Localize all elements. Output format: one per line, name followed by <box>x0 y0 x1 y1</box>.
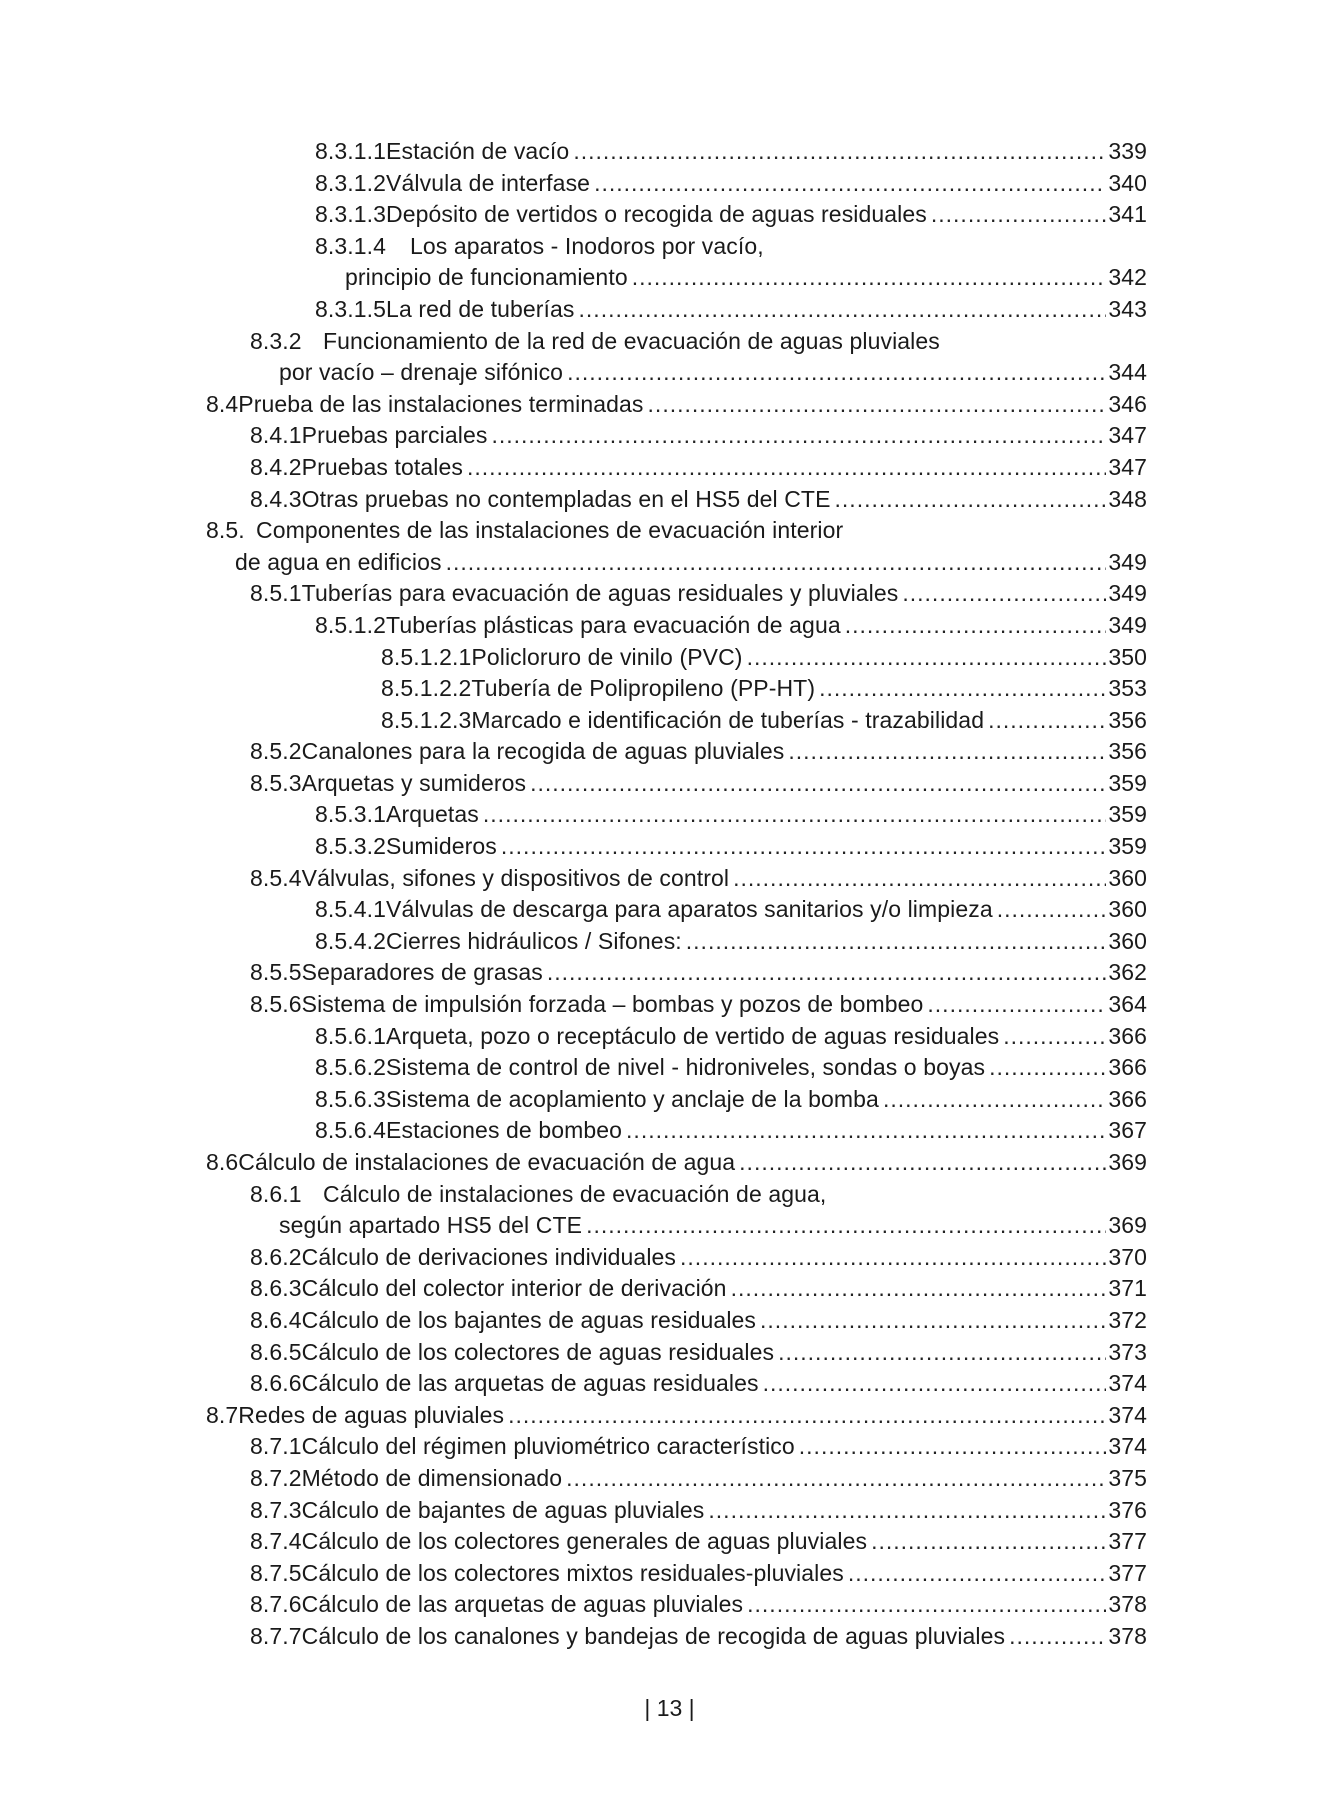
dot-leader <box>501 831 1106 863</box>
toc-entry-title: Cálculo de los colectores mixtos residuales-pluviales <box>301 1559 844 1586</box>
toc-entry[interactable] <box>0 1147 1339 1179</box>
toc-entry-title: Válvulas de descarga para aparatos sanitarios y/o limpieza <box>386 896 993 923</box>
toc-entry[interactable] <box>0 1495 1339 1527</box>
toc-entry-page: 343 <box>1108 295 1147 322</box>
toc-entry[interactable] <box>0 642 1339 674</box>
toc-entry-page: 353 <box>1108 675 1147 702</box>
toc-entry-page: 360 <box>1108 864 1147 891</box>
toc-entry-page: 366 <box>1108 1022 1147 1049</box>
toc-entry-number: 8.4 <box>206 390 239 417</box>
toc-entry[interactable] <box>0 1179 1339 1211</box>
toc-entry-page: 366 <box>1108 1054 1147 1081</box>
toc-entry[interactable] <box>0 1115 1339 1147</box>
toc-entry-page: 366 <box>1108 1085 1147 1112</box>
toc-entry-page: 356 <box>1108 706 1147 733</box>
toc-entry-title: Redes de aguas pluviales <box>238 1401 505 1428</box>
toc-entry-number: 8.6.3 <box>250 1275 302 1302</box>
dot-leader <box>648 389 1107 421</box>
toc-entry[interactable] <box>0 1084 1339 1116</box>
toc-entry-title: Cierres hidráulicos / Sifones: <box>386 927 682 954</box>
toc-entry-number: 8.5.6.4 <box>315 1117 387 1144</box>
toc-entry[interactable] <box>0 547 1339 579</box>
toc-entry-title: Cálculo de instalaciones de evacuación de agua, <box>323 1180 827 1207</box>
toc-entry-number: 8.5.2 <box>250 738 302 765</box>
toc-entry-title: Cálculo del colector interior de derivación <box>301 1275 727 1302</box>
toc-entry[interactable] <box>0 736 1339 768</box>
page-number: | 13 | <box>644 1695 695 1721</box>
toc-entry-page: 377 <box>1108 1559 1147 1586</box>
toc-entry-title: según apartado HS5 del CTE <box>279 1212 583 1239</box>
toc-entry-number: 8.7.3 <box>250 1496 302 1523</box>
toc-entry-page: 349 <box>1108 611 1147 638</box>
dot-leader <box>508 1400 1106 1432</box>
toc-entry[interactable] <box>0 1337 1339 1369</box>
toc-entry[interactable] <box>0 578 1339 610</box>
toc-entry[interactable] <box>0 231 1339 263</box>
toc-entry[interactable] <box>0 610 1339 642</box>
toc-entry-number: 8.5.4.2 <box>315 927 387 954</box>
toc-entry-number: 8.5.6.1 <box>315 1022 387 1049</box>
toc-entry-number: 8.5.6.2 <box>315 1054 387 1081</box>
toc-entry-title: La red de tuberías <box>386 295 575 322</box>
toc-entry-title: Los aparatos - Inodoros por vacío, <box>410 232 764 259</box>
toc-entry-title: de agua en edificios <box>235 548 442 575</box>
dot-leader <box>902 578 1106 610</box>
toc-entry-title: Cálculo de las arquetas de aguas pluviales <box>301 1591 744 1618</box>
toc-entry-page: 349 <box>1108 548 1147 575</box>
toc-entry-page: 344 <box>1108 359 1147 386</box>
toc-entry-page: 347 <box>1108 453 1147 480</box>
toc-entry-number: 8.7.2 <box>250 1464 302 1491</box>
toc-entry-title: Canalones para la recogida de aguas pluviales <box>301 738 785 765</box>
toc-entry[interactable] <box>0 1589 1339 1621</box>
toc-entry[interactable] <box>0 136 1339 168</box>
toc-entry-page: 374 <box>1108 1433 1147 1460</box>
dot-leader <box>530 768 1106 800</box>
toc-entry[interactable] <box>0 957 1339 989</box>
toc-entry-number: 8.5.4.1 <box>315 896 387 923</box>
toc-entry-title: Estación de vacío <box>386 138 570 164</box>
toc-entry[interactable] <box>0 168 1339 200</box>
toc-entry[interactable] <box>0 894 1339 926</box>
dot-leader <box>680 1242 1106 1274</box>
toc-entry-title: por vacío – drenaje sifónico <box>279 359 564 386</box>
toc-entry[interactable] <box>0 1368 1339 1400</box>
dot-leader <box>927 989 1106 1021</box>
toc-entry-number: 8.3.1.4 <box>315 232 387 259</box>
toc-entry[interactable] <box>0 515 1339 547</box>
dot-leader <box>848 1558 1106 1590</box>
toc-entry-number: 8.7.7 <box>250 1622 302 1649</box>
toc-entry-page: 374 <box>1108 1401 1147 1428</box>
toc-entry-number: 8.3.1.3 <box>315 201 387 228</box>
toc-entry-page: 348 <box>1108 485 1147 512</box>
dot-leader <box>491 420 1106 452</box>
toc-entry[interactable] <box>0 831 1339 863</box>
dot-leader <box>579 294 1107 326</box>
toc-entry[interactable] <box>0 484 1339 516</box>
toc-entry-page: 370 <box>1108 1243 1147 1270</box>
toc-entry-title: Pruebas totales <box>301 453 463 480</box>
toc-entry-number: 8.6.6 <box>250 1370 302 1397</box>
toc-entry-number: 8.5.6.3 <box>315 1085 387 1112</box>
toc-entry[interactable] <box>0 1210 1339 1242</box>
dot-leader <box>747 642 1107 674</box>
toc-entry-number: 8.3.2 <box>250 327 302 354</box>
toc-entry-number: 8.6.1 <box>250 1180 302 1207</box>
toc-entry[interactable] <box>0 1305 1339 1337</box>
toc-entry[interactable] <box>0 294 1339 326</box>
toc-entry-number: 8.7 <box>206 1401 239 1428</box>
toc-entry-page: 377 <box>1108 1528 1147 1555</box>
toc-entry[interactable] <box>0 1273 1339 1305</box>
toc-entry[interactable] <box>0 1431 1339 1463</box>
dot-leader <box>626 1115 1106 1147</box>
dot-leader <box>988 705 1106 737</box>
toc-entry[interactable] <box>0 389 1339 421</box>
toc-entry[interactable] <box>0 1463 1339 1495</box>
toc-entry-page: 359 <box>1108 769 1147 796</box>
toc-entry[interactable] <box>0 1052 1339 1084</box>
toc-entry-page: 362 <box>1108 959 1147 986</box>
toc-entry-number: 8.3.1.2 <box>315 169 387 196</box>
toc-entry[interactable] <box>0 357 1339 389</box>
toc-entry-page: 373 <box>1108 1338 1147 1365</box>
toc-entry-title: Cálculo de los colectores generales de aguas pluviales <box>301 1528 868 1555</box>
toc-entry[interactable] <box>0 199 1339 231</box>
toc-entry[interactable] <box>0 1526 1339 1558</box>
dot-leader <box>997 894 1107 926</box>
toc-entry-number: 8.6.5 <box>250 1338 302 1365</box>
dot-leader <box>483 799 1106 831</box>
toc-entry-number: 8.6 <box>206 1149 239 1175</box>
toc-entry-title: Cálculo de las arquetas de aguas residuales <box>301 1370 759 1397</box>
toc-entry-number: 8.5.1.2.2 <box>381 675 472 702</box>
dot-leader <box>686 926 1107 958</box>
toc-entry-page: 339 <box>1108 138 1147 164</box>
toc-entry-page: 369 <box>1108 1149 1147 1175</box>
toc-entry-number: 8.5.3.1 <box>315 801 387 828</box>
dot-leader <box>989 1052 1106 1084</box>
toc-entry[interactable] <box>0 1021 1339 1053</box>
toc-entry-title: Depósito de vertidos o recogida de aguas residuales <box>386 201 927 228</box>
toc-entry-number: 8.5.1.2.1 <box>381 643 472 670</box>
toc-entry-title: Policloruro de vinilo (PVC) <box>471 643 743 670</box>
toc-entry-title: Válvula de interfase <box>386 169 591 196</box>
toc-entry-title: Componentes de las instalaciones de evacuación interior <box>256 517 844 544</box>
dot-leader <box>799 1431 1107 1463</box>
toc-entry-number: 8.3.1.1 <box>315 138 387 164</box>
dot-leader <box>819 673 1106 705</box>
toc-entry-title: Cálculo de derivaciones individuales <box>301 1243 677 1270</box>
dot-leader <box>845 610 1107 642</box>
toc-entry-title: Tubería de Polipropileno (PP-HT) <box>471 675 816 702</box>
toc-entry-page: 372 <box>1108 1306 1147 1333</box>
dot-leader <box>566 1463 1106 1495</box>
toc-entry-number: 8.6.4 <box>250 1306 302 1333</box>
toc-entry-number: 8.7.4 <box>250 1528 302 1555</box>
toc-entry-title: Funcionamiento de la red de evacuación de aguas pluviales <box>323 327 940 354</box>
toc-entry-title: Cálculo del régimen pluviométrico característico <box>301 1433 795 1460</box>
toc-entry-page: 369 <box>1108 1212 1147 1239</box>
toc-entry-number: 8.3.1.5 <box>315 295 387 322</box>
toc-entry-title: Sistema de acoplamiento y anclaje de la bomba <box>386 1085 879 1112</box>
toc-entry[interactable] <box>0 799 1339 831</box>
toc-entry-page: 356 <box>1108 738 1147 765</box>
toc-entry-title: Otras pruebas no contempladas en el HS5 del CTE <box>301 485 831 512</box>
toc-entry-number: 8.4.2 <box>250 453 302 480</box>
dot-leader <box>594 168 1106 200</box>
toc-entry-page: 341 <box>1108 201 1147 228</box>
toc-entry-page: 360 <box>1108 927 1147 954</box>
toc-entry-title: Tuberías para evacuación de aguas residuales y pluviales <box>301 580 899 607</box>
toc-entry[interactable] <box>0 768 1339 800</box>
toc-entry-number: 8.5.1.2 <box>315 611 387 638</box>
toc-entry-page: 378 <box>1108 1591 1147 1618</box>
toc-entry-title: Sumideros <box>386 833 497 860</box>
dot-leader <box>788 736 1106 768</box>
dot-leader <box>760 1305 1106 1337</box>
toc-entry-page: 359 <box>1108 801 1147 828</box>
toc-entry-number: 8.5.3 <box>250 769 302 796</box>
toc-entry[interactable] <box>0 705 1339 737</box>
toc-entry-number: 8.4.1 <box>250 422 302 449</box>
toc-entry-number: 8.5.3.2 <box>315 833 387 860</box>
dot-leader <box>632 262 1107 294</box>
toc-entry-title: Sistema de impulsión forzada – bombas y pozos de bombeo <box>301 991 924 1018</box>
toc-entry-title: Marcado e identificación de tuberías - trazabilidad <box>471 706 985 733</box>
toc-entry-page: 375 <box>1108 1464 1147 1491</box>
toc-entry-title: Cálculo de los colectores de aguas residuales <box>301 1338 775 1365</box>
toc-entry-title: Método de dimensionado <box>301 1464 563 1491</box>
dot-leader <box>778 1337 1106 1369</box>
toc-entry-number: 8.5. <box>206 517 245 544</box>
dot-leader <box>731 1273 1107 1305</box>
toc-entry-number: 8.7.1 <box>250 1433 302 1460</box>
toc-entry-page: 360 <box>1108 896 1147 923</box>
toc-entry-page: 347 <box>1108 422 1147 449</box>
dot-leader <box>739 1147 1106 1179</box>
toc-entry-title: Arqueta, pozo o receptáculo de vertido de aguas residuales <box>386 1022 1000 1049</box>
dot-leader <box>1003 1021 1106 1053</box>
dot-leader <box>747 1589 1106 1621</box>
toc-entry-page: 376 <box>1108 1496 1147 1523</box>
dot-leader <box>567 357 1106 389</box>
toc-entry-number: 8.6.2 <box>250 1243 302 1270</box>
toc-entry[interactable] <box>0 1242 1339 1274</box>
toc-entry[interactable] <box>0 1558 1339 1590</box>
toc-entry-title: Tuberías plásticas para evacuación de agua <box>386 611 841 638</box>
toc-entry-number: 8.5.6 <box>250 991 302 1018</box>
toc-entry-number: 8.5.1 <box>250 580 302 607</box>
toc-entry-title: Cálculo de los canalones y bandejas de recogida de aguas pluviales <box>301 1622 1006 1649</box>
toc-entry-number: 8.4.3 <box>250 485 302 512</box>
toc-entry[interactable] <box>0 863 1339 895</box>
toc-entry-title: Cálculo de los bajantes de aguas residuales <box>301 1306 757 1333</box>
toc-entry-number: 8.5.5 <box>250 959 302 986</box>
toc-entry-page: 364 <box>1108 991 1147 1018</box>
toc-entry-page: 374 <box>1108 1370 1147 1397</box>
dot-leader <box>931 199 1106 231</box>
toc-entry-title: Sistema de control de nivel - hidroniveles, sondas o boyas <box>386 1054 986 1081</box>
toc-entry-title: Estaciones de bombeo <box>386 1117 623 1144</box>
toc-entry-title: Prueba de las instalaciones terminadas <box>238 390 644 417</box>
toc-entry[interactable] <box>0 420 1339 452</box>
toc-entry[interactable] <box>0 262 1339 294</box>
dot-leader <box>708 1495 1106 1527</box>
toc-entry-title: Válvulas, sifones y dispositivos de control <box>301 864 730 891</box>
toc-entry-page: 359 <box>1108 833 1147 860</box>
toc-entry-page: 340 <box>1108 169 1147 196</box>
dot-leader <box>1009 1621 1106 1653</box>
toc-entry-page: 342 <box>1108 264 1147 291</box>
toc-entry[interactable] <box>0 926 1339 958</box>
toc-entry[interactable] <box>0 1621 1339 1653</box>
dot-leader <box>835 484 1107 516</box>
toc-entry-title: principio de funcionamiento <box>345 264 628 291</box>
dot-leader <box>733 863 1106 895</box>
toc-entry-page: 378 <box>1108 1622 1147 1649</box>
toc-entry-title: Arquetas y sumideros <box>301 769 527 796</box>
dot-leader <box>547 957 1106 989</box>
dot-leader <box>573 136 1106 168</box>
dot-leader <box>446 547 1107 579</box>
toc-entry-title: Cálculo de instalaciones de evacuación de agua <box>238 1149 736 1175</box>
toc-entry-page: 371 <box>1108 1275 1147 1302</box>
toc-entry-number: 8.5.1.2.3 <box>381 706 472 733</box>
toc-entry-title: Separadores de grasas <box>301 959 543 986</box>
toc-entry-page: 350 <box>1108 643 1147 670</box>
toc-entry-number: 8.7.5 <box>250 1559 302 1586</box>
toc-entry[interactable] <box>0 673 1339 705</box>
toc-entry-title: Arquetas <box>386 801 479 828</box>
toc-entry-page: 367 <box>1108 1117 1147 1144</box>
toc-entry-page: 349 <box>1108 580 1147 607</box>
dot-leader <box>883 1084 1106 1116</box>
dot-leader <box>467 452 1106 484</box>
toc-entry-title: Cálculo de bajantes de aguas pluviales <box>301 1496 705 1523</box>
toc-entry-number: 8.7.6 <box>250 1591 302 1618</box>
toc-entry[interactable] <box>0 1400 1339 1432</box>
table-of-contents <box>0 136 1339 1653</box>
dot-leader <box>586 1210 1106 1242</box>
toc-entry[interactable] <box>0 989 1339 1021</box>
toc-entry-number: 8.5.4 <box>250 864 302 891</box>
toc-entry[interactable] <box>0 452 1339 484</box>
toc-entry-title: Pruebas parciales <box>301 422 488 449</box>
toc-entry-page: 346 <box>1108 390 1147 417</box>
dot-leader <box>763 1368 1107 1400</box>
dot-leader <box>871 1526 1106 1558</box>
toc-entry[interactable] <box>0 326 1339 358</box>
